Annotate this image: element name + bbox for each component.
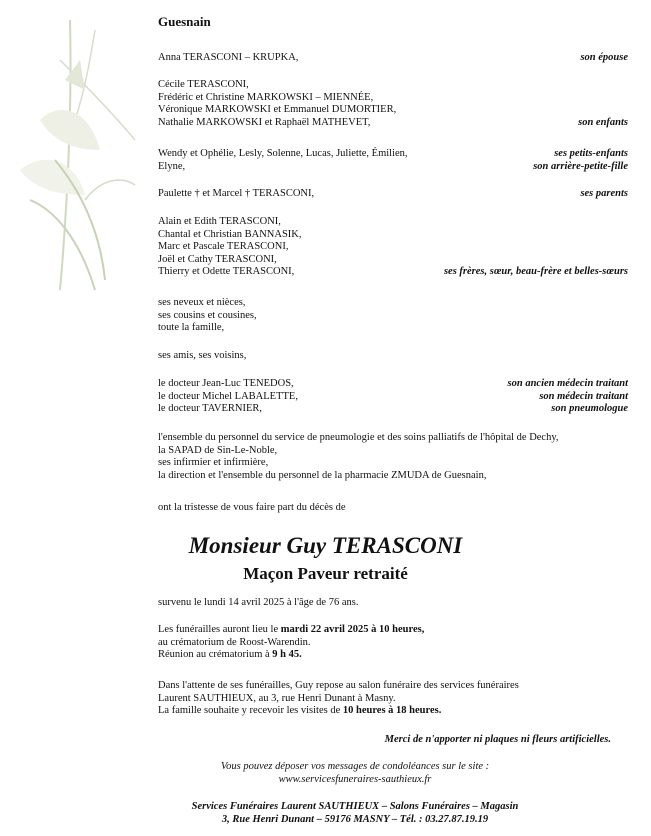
death-notice: Guesnain Anna TERASCONI – KRUPKA, son épouse Cécile TERASCONI, Frédéric et Christine MARKOWSKI – MIENNÉE, Véronique MARKOWSKI et Emmanuel DUMORTIER, Nathalie MARKOWSKI et Raphaël MATHEVET, son enfants Wendy et Ophélie, Lesly, Solenne, Lucas, Juliette, Émilien, Elyne, ses petits-enfants son arrière-petite-fille Paulette † et Marcel † TERASCONI, ses parents Alain et Edith TERASCONI, Chantal et Christian BANNASIK, Marc et Pascale TERASCONI, Joël et Cathy TERASCONI, Thierry et Odette TERASCONI, ses frères, sœur, beau-frère et belles-sœurs ses neveux et nièces, ses cousins et cousines, toute la famille, ses amis, ses voisins, le docteur Jean-Luc TENEDOS, le docteur Michel LABALETTE, le docteur TAVERNIER, son ancien médecin traitant son médecin traitant son pneumologue l'ensemble du personnel du service de pneumologie et des soins palliatifs de l'hôpital de Dechy, la SAPAD de Sin-Le-Noble, ses infirmier et infirmière, la direction et l'ensemble du personnel de la pharmacie ZMUDA de Guesnain, ont la tristesse de vous faire part du décès de Monsieur Guy TERASCONI Maçon Paveur retraité survenu le lundi 14 avril 2025 à l'âge de 76 ans. Les funérailles auront lieu le mardi 22 avril 2025 à 10 heures, au crématorium de Roost-Warendin. Réunion au crématorium à 9 h 45. Dans l'attente de ses funérailles, Guy repose au salon funéraire des services funéraires Laurent SAUTHIEUX, au 3, rue Henri Dunant à Masny. La famille souhaite y recevoir les visites de 10 heures à 18 heures. Merci de n'apporter ni plaques ni fleurs artificielles. Vous pouvez déposer vos messages de condoléances sur le site : www.servicesfuneraires-sauthieux.fr Services Funéraires Laurent SAUTHIEUX – Salons Funéraires – Magasin 3, Rue Henri Dunant – 59176 MASNY – Tél. : 03.27.87.19.19	[0, 0, 651, 836]
visiting-info: Dans l'attente de ses funérailles, Guy repose au salon funéraire des services funéraires Laurent SAUTHIEUX, au 3, rue Henri Dunant à Masny. La famille souhaite y recevoir les visites de 10 heures à 18 heures.	[158, 680, 519, 717]
announce-text: ont la tristesse de vous faire part du décès de	[158, 502, 346, 513]
condolences-website[interactable]: www.servicesfuneraires-sauthieux.fr	[278, 773, 432, 785]
deceased-name: Monsieur Guy TERASCONI	[188, 533, 463, 558]
funeral-home-footer: Services Funéraires Laurent SAUTHIEUX – Salons Funéraires – Magasin 3, Rue Henri Dunant – 59176 MASNY – Tél. : 03.27.87.19.19	[191, 801, 519, 825]
town-heading: Guesnain	[158, 14, 211, 29]
no-flowers-note: Merci de n'apporter ni plaques ni fleurs artificielles.	[384, 734, 611, 745]
death-date: survenu le lundi 14 avril 2025 à l'âge de 76 ans.	[158, 597, 359, 608]
condolences-note: Vous pouvez déposer vos messages de condoléances sur le site : www.servicesfuneraires-sauthieux.fr	[0, 761, 651, 786]
deceased-profession: Maçon Paveur retraité	[243, 564, 408, 583]
funeral-info: Les funérailles auront lieu le mardi 22 avril 2025 à 10 heures, au crématorium de Roost-Warendin. Réunion au crématorium à 9 h 45.	[158, 624, 425, 661]
staff-paragraph: l'ensemble du personnel du service de pneumologie et des soins palliatifs de l'hôpital de Dechy, la SAPAD de Sin-Le-Noble, ses infirmier et infirmière, la direction et l'ensemble du personnel de la pharmacie ZMUDA de Guesnain,	[158, 432, 559, 481]
